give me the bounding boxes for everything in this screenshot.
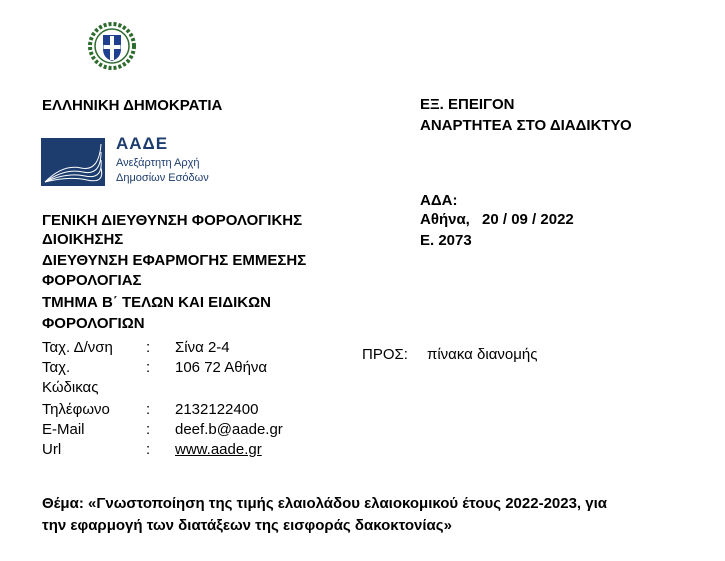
colon: : bbox=[146, 359, 151, 376]
address-label: Ταχ. Δ/νση bbox=[42, 339, 113, 356]
document-date: 20 / 09 / 2022 bbox=[482, 211, 574, 228]
phone-label: Τηλέφωνο bbox=[42, 401, 110, 418]
address-value: Σίνα 2-4 bbox=[175, 339, 230, 356]
subject-line1: Θέμα: «Γνωστοποίηση της τιμής ελαιολάδου ελαιοκομικού έτους 2022-2023, για bbox=[42, 495, 607, 512]
authority-line3: ΔΙΕΥΘΥΝΣΗ ΕΦΑΡΜΟΓΗΣ ΕΜΜΕΣΗΣ bbox=[42, 252, 307, 269]
email-value[interactable]: deef.b@aade.gr bbox=[175, 421, 283, 438]
colon: : bbox=[146, 339, 151, 356]
authority-line4: ΦΟΡΟΛΟΓΙΑΣ bbox=[42, 272, 142, 289]
publish-label: ΑΝΑΡΤΗΤΕΑ ΣΤΟ ΔΙΑΔΙΚΤΥΟ bbox=[420, 117, 632, 134]
date-prefix: Αθήνα, bbox=[420, 211, 470, 228]
postal-label-line2: Κώδικας bbox=[42, 379, 99, 396]
logo-subtitle-line2: Δημοσίων Εσόδων bbox=[116, 172, 209, 184]
recipient-label: ΠΡΟΣ: bbox=[362, 346, 408, 363]
subject-line2: την εφαρμογή των διατάξεων της εισφοράς δακοκτονίας» bbox=[42, 517, 452, 534]
recipient-value: πίνακα διανομής bbox=[427, 346, 538, 363]
authority-line6: ΦΟΡΟΛΟΓΙΩΝ bbox=[42, 315, 145, 332]
colon: : bbox=[146, 421, 151, 438]
authority-line1: ΓΕΝΙΚΗ ΔΙΕΥΘΥΝΣΗ ΦΟΡΟΛΟΓΙΚΗΣ bbox=[42, 212, 303, 229]
date-line bbox=[420, 210, 574, 229]
website-link[interactable]: www.aade.gr bbox=[175, 441, 262, 458]
phone-value: 2132122400 bbox=[175, 401, 259, 418]
postal-label-line1: Ταχ. bbox=[42, 359, 71, 376]
ada-label: ΑΔΑ: bbox=[420, 192, 458, 209]
url-label: Url bbox=[42, 441, 62, 458]
logo-subtitle-line1: Ανεξάρτητη Αρχή bbox=[116, 157, 200, 169]
email-label: E-Mail bbox=[42, 421, 85, 438]
authority-line5: ΤΜΗΜΑ Β΄ ΤΕΛΩΝ ΚΑΙ ΕΙΔΙΚΩΝ bbox=[42, 294, 271, 311]
colon: : bbox=[146, 401, 151, 418]
urgent-label: ΕΞ. ΕΠΕΙΓΟΝ bbox=[420, 96, 515, 113]
republic-heading: ΕΛΛΗΝΙΚΗ ΔΗΜΟΚΡΑΤΙΑ bbox=[42, 97, 223, 114]
logo-title: ΑΑΔΕ bbox=[116, 134, 169, 153]
protocol-number: Ε. 2073 bbox=[420, 232, 472, 249]
postal-value: 106 72 Αθήνα bbox=[175, 359, 268, 376]
greek-emblem-seal bbox=[88, 22, 136, 70]
authority-line2: ΔΙΟΙΚΗΣΗΣ bbox=[42, 231, 124, 248]
colon: : bbox=[146, 441, 151, 458]
